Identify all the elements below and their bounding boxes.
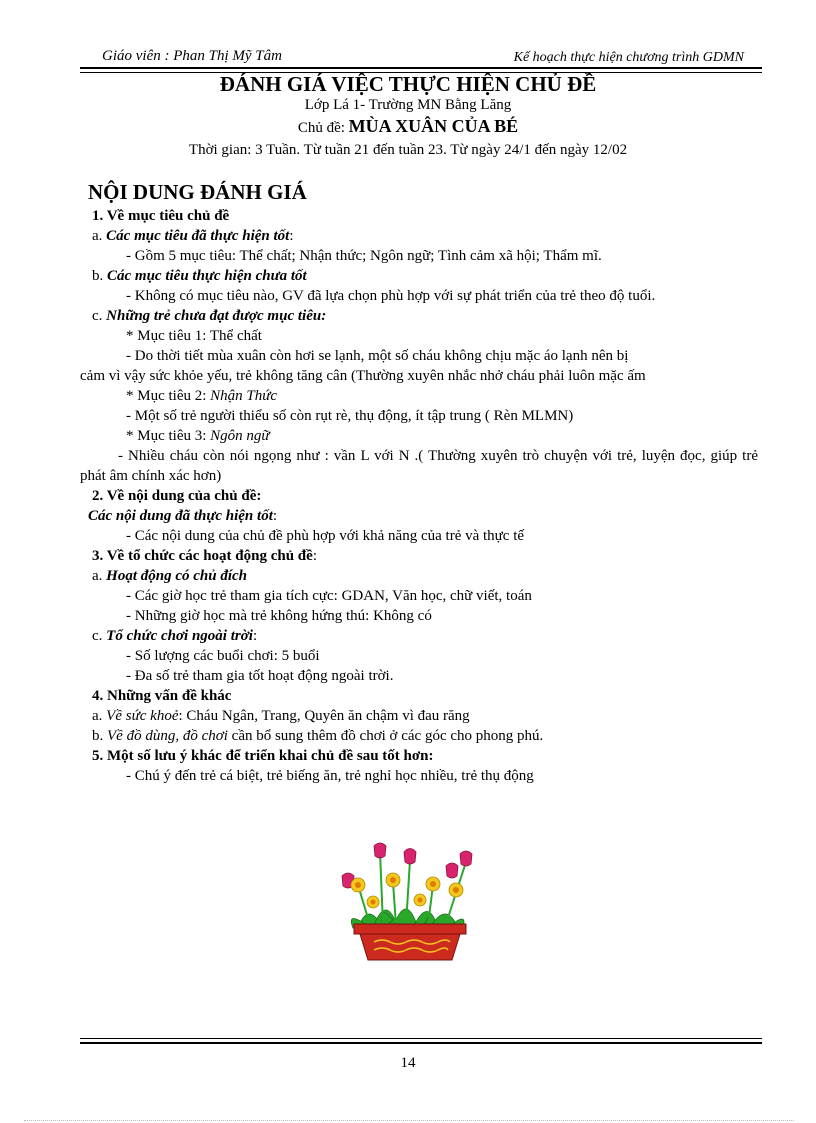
flower-pot-illustration (338, 840, 478, 962)
goal-3-prefix: * Mục tiêu 3: (126, 428, 211, 444)
page-edge-dots (24, 1120, 794, 1121)
s3-heading-text: 3. Về tổ chức các hoạt động chủ đề (92, 548, 313, 564)
goal-1-cont: cảm vì vậy sức khỏe yếu, trẻ không tăng cân (Thường xuyên nhắc nhở cháu phải luôn mặc ấm (80, 368, 646, 384)
s3-heading (88, 546, 758, 566)
s1-b-text: - Không có mục tiêu nào, GV đã lựa chọn phù hợp với sự phát triển của trẻ theo độ tuổi. (126, 288, 656, 304)
s4-a-title: Về sức khoẻ (106, 708, 179, 724)
section-title: NỘI DUNG ĐÁNH GIÁ (88, 180, 307, 204)
goal-1: * Mục tiêu 1: Thể chất (126, 328, 262, 344)
goal-1-text: - Do thời tiết mùa xuân còn hơi se lạnh, một số cháu không chịu mặc áo lạnh nên bị (126, 348, 629, 364)
goal-2-text: - Một số trẻ người thiểu số còn rụt rè, thụ động, ít tập trung ( Rèn MLMN) (126, 408, 574, 424)
topic-label: Chủ đề: (297, 120, 345, 136)
s3-a-text2: - Những giờ học mà trẻ không hứng thú: Không có (126, 608, 432, 624)
s4-b-text: cần bổ sung thêm đồ chơi ở các góc cho phong phú. (227, 728, 544, 744)
header-rule (80, 67, 762, 69)
s1-a-title: Các mục tiêu đã thực hiện tốt (106, 228, 290, 244)
page-title: ĐÁNH GIÁ VIỆC THỰC HIỆN CHỦ ĐỀ (219, 72, 597, 96)
s3-a-prefix: a. (92, 568, 107, 584)
s1-heading: 1. Về mục tiêu chủ đề (92, 208, 230, 224)
s1-a-prefix: a. (92, 228, 107, 244)
s1-a (88, 226, 758, 246)
s1-c-title: Những trẻ chưa đạt được mục tiêu: (106, 308, 327, 324)
time-line: Thời gian: 3 Tuần. Từ tuần 21 đến tuần 23. Từ ngày 24/1 đến ngày 12/02 (188, 142, 628, 158)
s5-text: - Chú ý đến trẻ cá biệt, trẻ biếng ăn, trẻ nghỉ học nhiều, trẻ thụ động (126, 768, 534, 784)
s3-c-prefix: c. (92, 628, 107, 644)
s1-c-prefix: c. (92, 308, 107, 324)
s3-a (88, 566, 758, 586)
s1-b (88, 266, 758, 286)
s5-heading: 5. Một số lưu ý khác để triển khai chủ đề sau tốt hơn: (92, 748, 434, 764)
s2-sub-colon: : (272, 508, 278, 524)
s3-c-text2: - Đa số trẻ tham gia tốt hoạt động ngoài trời. (126, 668, 394, 684)
s1-a-colon: : (289, 228, 294, 244)
header-teacher: Giáo viên : Phan Thị Mỹ Tâm (102, 48, 282, 64)
s3-c-colon: : (252, 628, 258, 644)
goal-2-prefix: * Mục tiêu 2: (126, 388, 211, 404)
s4-a (88, 706, 758, 726)
goal-3 (88, 426, 758, 446)
s4-b-prefix: b. (92, 728, 107, 744)
footer-rule (80, 1042, 762, 1044)
footer-rule-thin (80, 1038, 762, 1039)
s3-c-text1: - Số lượng các buổi chơi: 5 buổi (126, 648, 320, 664)
s3-c (88, 626, 758, 646)
s1-b-prefix: b. (92, 268, 107, 284)
header-plan: Kế hoạch thực hiện chương trình GDMN (513, 50, 744, 65)
s3-a-text1: - Các giờ học trẻ tham gia tích cực: GDAN, Văn học, chữ viết, toán (126, 588, 532, 604)
page-number: 14 (400, 1055, 416, 1071)
topic-name: MÙA XUÂN CỦA BÉ (348, 116, 519, 136)
evaluation-content (80, 180, 758, 786)
goal-2-name: Nhận Thức (210, 388, 278, 404)
s1-b-title: Các mục tiêu thực hiện chưa tốt (107, 268, 307, 284)
s1-a-text: - Gồm 5 mục tiêu: Thể chất; Nhận thức; Ngôn ngữ; Tình cảm xã hội; Thẩm mĩ. (126, 248, 602, 264)
s3-a-title: Hoạt động có chủ đích (106, 568, 248, 584)
s2-sub-title: Các nội dung đã thực hiện tốt (88, 508, 273, 524)
s3-c-title: Tổ chức chơi ngoài trời (106, 628, 253, 644)
topic-line (0, 116, 816, 137)
s1-c (88, 306, 758, 326)
s2-sub (88, 506, 758, 526)
goal-3-name: Ngôn ngữ (210, 428, 270, 444)
s4-a-prefix: a. (92, 708, 107, 724)
s4-b (88, 726, 758, 746)
page-header (80, 46, 762, 68)
goal-3-text: - Nhiều cháu còn nói ngọng như : vần L với N .( Thường xuyên trò chuyện với trẻ, luyện đọc, giúp trẻ phát âm chính xác hơn) (80, 448, 758, 484)
s4-a-text: : Cháu Ngân, Trang, Quyên ăn chậm vì đau răng (178, 708, 470, 724)
s2-heading: 2. Về nội dung của chủ đề: (92, 488, 262, 504)
s4-b-title: Về đồ dùng, đồ chơi (107, 728, 228, 744)
class-line: Lớp Lá 1- Trường MN Bằng Lăng (304, 97, 512, 113)
s4-heading: 4. Những vấn đề khác (92, 688, 232, 704)
s2-text: - Các nội dung của chủ đề phù hợp với khả năng của trẻ và thực tế (126, 528, 525, 544)
pot (354, 924, 466, 960)
goal-2 (88, 386, 758, 406)
s3-heading-colon: : (312, 548, 317, 564)
